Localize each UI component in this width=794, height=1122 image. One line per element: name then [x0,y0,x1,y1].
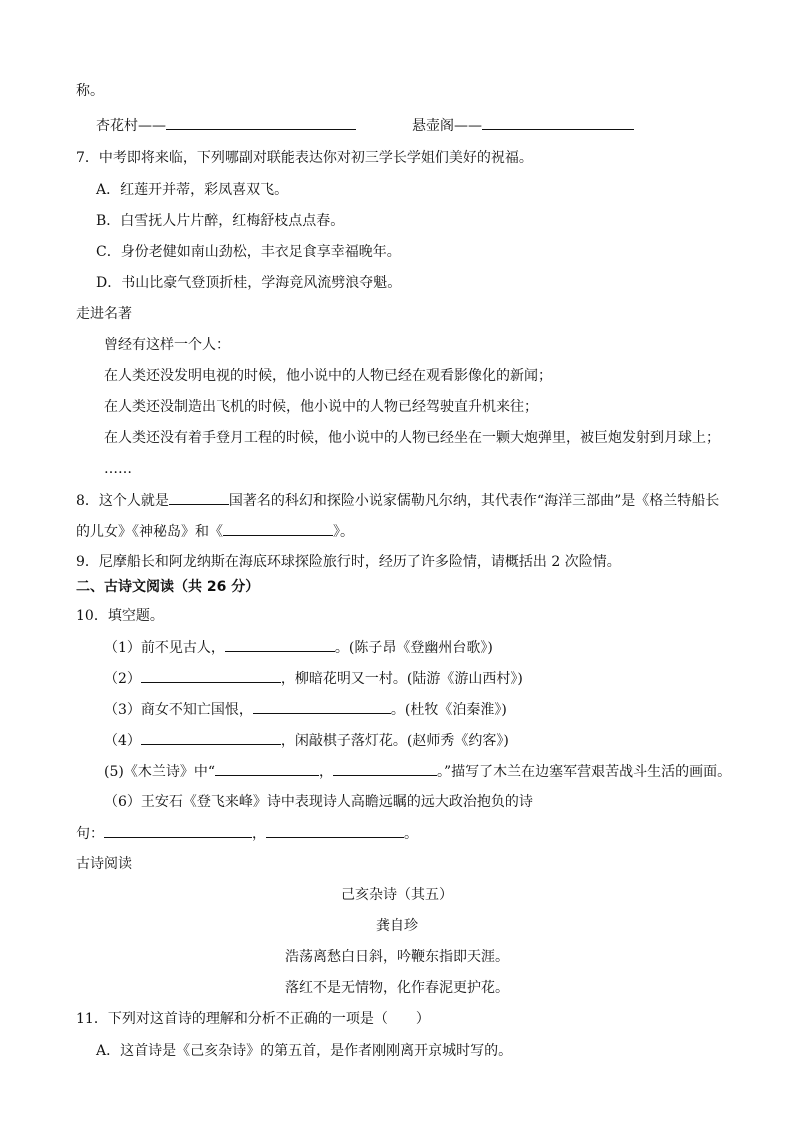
poem-title: 己亥杂诗（其五） [341,887,453,903]
section-label: 古诗阅读 [76,856,132,872]
poem-line: 浩荡离愁白日斜，吟鞭东指即天涯。 [285,949,509,965]
fill-text: （3）商女不知亡国恨， [104,702,253,718]
answer-blank[interactable] [482,115,634,130]
xuanhu-label: 悬壶阁—— [412,118,482,134]
fill-item-6-cont [76,823,418,843]
passage-line: 在人类还没制造出飞机的时候，他小说中的人物已经驾驶直升机来往； [104,399,538,415]
fill-text: ，柳暗花明又一村。(陆游《游山西村》) [280,671,523,687]
section-label: 走进名著 [76,306,132,322]
xinghua-label: 杏花村—— [96,118,166,134]
passage-line: 曾经有这样一个人： [104,337,230,353]
passage-line: 在人类还没发明电视的时候，他小说中的人物已经在观看影像化的新闻； [104,368,552,384]
couplet-answer-line [96,115,634,135]
question-11: 11．下列对这首诗的理解和分析不正确的一项是（ ） [76,1011,430,1027]
fill-text: 。(杜牧《泊秦淮》) [390,702,507,718]
answer-blank[interactable] [223,521,333,536]
option-b: B．白雪抚人片片醉，红梅舒枝点点春。 [96,213,345,229]
answer-blank[interactable] [266,823,404,838]
text-line: 称。 [76,83,104,99]
option-c: C．身份老健如南山劲松，丰衣足食享幸福晚年。 [96,244,401,260]
fill-text: 。”描写了木兰在边塞军营艰苦战斗生活的画面。 [437,764,732,780]
passage-line: 在人类还没有着手登月工程的时候，他小说中的人物已经坐在一颗大炮弹里，被巨炮发射到月球上； [104,430,720,446]
fill-text: (5)《木兰诗》中“ [104,764,215,780]
section-heading: 二、古诗文阅读（共 26 分） [76,579,260,595]
question-8 [76,490,719,510]
answer-blank[interactable] [225,637,335,652]
option-a: A．这首诗是《己亥杂诗》的第五首，是作者刚刚离开京城时写的。 [96,1043,513,1059]
poem-author: 龚自珍 [376,918,418,934]
q8-text: 8．这个人就是 [76,493,169,509]
answer-blank[interactable] [141,730,281,745]
question-8-cont [76,521,354,541]
q8-text: 》。 [333,524,354,540]
fill-text: ， [252,826,266,842]
fill-text: ， [319,764,333,780]
fill-item-3 [104,699,507,719]
fill-text: 句： [76,826,104,842]
fill-text: （2） [104,671,141,687]
fill-item-2 [104,668,523,688]
question-10: 10．填空题。 [76,608,164,624]
answer-blank[interactable] [104,823,252,838]
fill-text: （1）前不见古人， [104,640,225,656]
answer-blank[interactable] [333,761,437,776]
question-9: 9．尼摩船长和阿龙纳斯在海底环球探险旅行时，经历了许多险情，请概括出 2 次险情。 [76,554,621,570]
answer-blank[interactable] [141,668,281,683]
answer-blank[interactable] [169,490,229,505]
passage-line: …… [104,461,132,477]
fill-item-4 [104,730,509,750]
answer-blank[interactable] [253,699,391,714]
option-a: A．红莲开并蒂，彩凤喜双飞。 [96,182,289,198]
fill-text: （4） [104,733,141,749]
poem-line: 落红不是无情物，化作春泥更护花。 [285,980,509,996]
q8-text: 国著名的科幻和探险小说家儒勒凡尔纳，其代表作“海洋三部曲”是《格兰特船长 [228,493,720,509]
fill-text: 。(陈子昂《登幽州台歌》) [334,640,493,656]
fill-item-6: （6）王安石《登飞来峰》诗中表现诗人高瞻远瞩的远大政治抱负的诗 [104,794,533,810]
question-7: 7．中考即将来临，下列哪副对联能表达你对初三学长学姐们美好的祝福。 [76,150,533,166]
fill-item-5 [104,761,731,781]
fill-text: ，闲敲棋子落灯花。(赵师秀《约客》) [280,733,509,749]
option-d: D．书山比豪气登顶折桂，学海竞风流劈浪夺魁。 [96,275,402,291]
answer-blank[interactable] [166,115,356,130]
fill-text: 。 [404,826,418,842]
answer-blank[interactable] [215,761,319,776]
fill-item-1 [104,637,493,657]
q8-text: 的儿女》《神秘岛》和《 [76,524,223,540]
